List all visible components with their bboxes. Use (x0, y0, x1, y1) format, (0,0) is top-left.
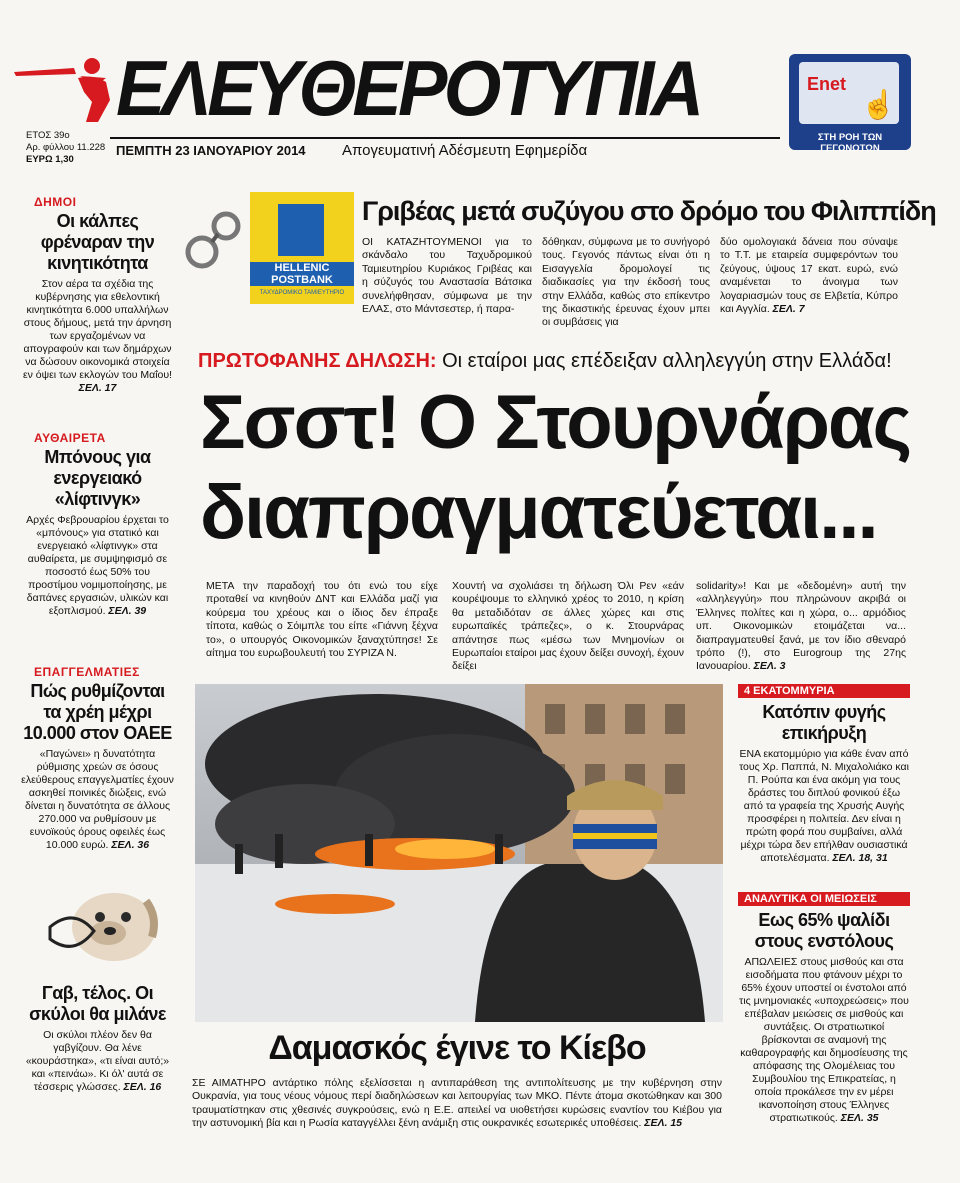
left-story-1[interactable] (20, 195, 175, 395)
story-text (20, 748, 175, 852)
story-text (20, 1029, 175, 1094)
lead-headline-line2: διαπραγματεύεται... (200, 470, 877, 555)
story-text-body: Οι σκύλοι πλέον δεν θα γαβγίζουν. Θα λένε «κουράστηκα», «τι είναι αυτό;» και «πεινάω». Κι όλ' αυτά σε τέσσερις γλώσσες. (25, 1029, 170, 1093)
lead-col3-text: solidarity»! Και με «δεδομένη» αυτή την «αλληλεγγύη» που πληρώνουν ακριβά οι Έλληνες πολίτες και η χώρα, ο... αρμόδιος υπ. Οικονομικών ετοιμάζεται να... διαπραγματευθεί ξανά, με τον ίδιο σθεναρό τρόπο (!), στο Eurogroup της 27ης Ιανουαρίου. (696, 580, 906, 673)
story-ref: ΣΕΛ. 36 (111, 839, 150, 851)
photo-story-text (192, 1077, 722, 1131)
story-ref: ΣΕΛ. 18, 31 (832, 852, 888, 864)
story-label: 4 ΕΚΑΤΟΜΜΥΡΙΑ (738, 684, 910, 698)
postbank-t-mark (278, 204, 324, 256)
masthead-sheet: Αρ. φύλλου 11.228 (26, 142, 106, 153)
dog-photo (34, 887, 164, 967)
story-text (738, 956, 910, 1125)
lead-kicker (198, 350, 892, 373)
story-text (20, 278, 175, 395)
masthead (0, 0, 960, 190)
enet-promo[interactable] (789, 54, 911, 154)
story-headline: Κατόπιν φυγής επικήρυξη (762, 702, 886, 743)
story-label: ΑΝΑΛΥΤΙΚΑ ΟΙ ΜΕΙΩΣΕΙΣ (738, 892, 910, 906)
story-kicker: ΕΠΑΓΓΕΛΜΑΤΙΕΣ (34, 665, 140, 679)
right-story-2[interactable] (738, 892, 910, 1125)
kiev-photo-illustration (195, 684, 723, 1022)
left-column (20, 195, 175, 1135)
story-kicker: ΑΥΘΑΙΡΕΤΑ (34, 431, 106, 445)
story-headline: Εως 65% ψαλίδι στους ενστόλους (754, 910, 894, 951)
lead-kicker-red: ΠΡΩΤΟΦΑΝΗΣ ΔΗΛΩΣΗ: (198, 350, 437, 372)
lead-ref: ΣΕΛ. 3 (753, 660, 786, 673)
story-kicker: ΔΗΜΟΙ (34, 195, 77, 209)
lead-headline-line1: Σσστ! Ο Στουρνάρας (200, 380, 911, 465)
masthead-title: ΕΛΕΥΘΕΡΟΤΥΠΙΑ (116, 44, 701, 132)
story-headline: Οι κάλπες φρέναραν την κινητικότητα (40, 211, 155, 273)
lead-kicker-rest: Οι εταίροι μας επέδειξαν αλληλεγγύη στην Ελλάδα! (442, 350, 892, 372)
masthead-year: ΕΤΟΣ 39ο (26, 130, 70, 141)
photo-story-text-body: ΣΕ ΑΙΜΑΤΗΡΟ αντάρτικο πόλης εξελίσσεται η αντιπαράθεση της αντιπολίτευσης με την κυβέρνηση στην Ουκρανία, για τους νέους νόμους περί διαδηλώσεων και λειτουργίας των ΜΚΟ. Πέντε άτομα σκοτώθηκαν και 300 τραυματίστηκαν στις χθεσινές συγκρούσεις, ενώ η Ε.Ε. απειλεί να υιοθετήσει κυρώσεις εναντίον του Κιέβου για την αστυνομική βία και η Ρωσία καταγγέλλει ξένη ανάμιξη στις ουκρανικές εσωτερικές υποθέσεις. (192, 1077, 722, 1130)
story-text (738, 748, 910, 865)
cursor-hand-icon: ☝ (861, 89, 896, 120)
lead-col2: Χουντή να σχολιάσει τη δήλωση Όλι Ρεν «εάν κουρέψουμε το ελληνικό χρέος το 2010, η κρίση θα μεταδιδόταν σε άλλες χώρες και στις ευρωπαϊκές τράπεζες», ο κ. Στουρνάρας απάντησε πως «μέσω των Μνημονίων οι Ευρωπαίοι εταίροι μας έχουν δείξει συνοχή, έχουν δείξει (452, 580, 684, 673)
masthead-date: ΠΕΜΠΤΗ 23 ΙΑΝΟΥΑΡΙΟΥ 2014 (116, 143, 306, 158)
left-story-2[interactable] (20, 431, 175, 618)
top-story-col3 (720, 236, 898, 316)
left-story-3[interactable] (20, 665, 175, 852)
dog-illustration (34, 887, 164, 967)
masthead-tagline: Απογευματινή Αδέσμευτη Εφημερίδα (342, 142, 588, 159)
right-column (738, 684, 910, 1134)
top-story-col2: δόθηκαν, σύμφωνα με το συνήγορό τους. Γεγονός πάντως είναι ότι η Εισαγγελία δρομολογεί τις διαδικασίες για την έκδοσή τους στην Ελλάδα, καθώς στο επίκεντρο της δικαστικής έρευνας έχουν μπει οι συμβάσεις για (542, 236, 710, 329)
story-text (20, 514, 175, 618)
postbank-logo (250, 192, 354, 304)
story-ref: ΣΕΛ. 39 (108, 605, 147, 617)
story-headline: Πώς ρυθμίζονται τα χρέη μέχρι 10.000 στον ΟΑΕΕ (23, 681, 172, 743)
lead-story[interactable] (190, 350, 911, 673)
masthead-price: ΕΥΡΩ 1,30 (26, 154, 74, 165)
story-text-body: ΑΠΩΛΕΙΕΣ στους μισθούς και στα εισοδήματα που φτάνουν μέχρι το 65% έχουν υποστεί οι ένστολοι από τις μνημονιακές «υποχρεώσεις» που επέβαλαν μειώσεις σε μισθούς και συντάξεις. Οι στρατιωτικοί βρίσκονται σε αναμονή της καθαρογραφής και δημοσίευσης της απόφασης της Ολομέλειας του Συμβουλίου της Επικρατείας, η οποία προκάλεσε την εν μέρει ικανοποίηση στους Έλληνες στρατιωτικούς. (739, 956, 909, 1124)
story-text-body: Στον αέρα τα σχέδια της κυβέρνησης για εθελοντική κινητικότητα 6.000 υπαλλήλων στους δήμους, μετά την άρνηση των εργαζομένων να απογραφούν και των δημάρχων να δώσουν οικονομικά στοιχεία εν όψει των εκλογών του Μαΐου! (22, 278, 173, 381)
photo-story-headline: Δαμασκός έγινε το Κίεβο (268, 1029, 646, 1067)
story-ref: ΣΕΛ. 16 (123, 1081, 162, 1093)
kiev-photo (195, 684, 723, 1022)
story-text-body: ΕΝΑ εκατομμύριο για κάθε έναν από τους Χρ. Παππά, Ν. Μιχαλολιάκο και Π. Ρούπα και ένα ακόμη για τους δράστες του διπλού φονικού έξω από τα γραφεία της Χρυσής Αυγής προσφέρει η πολιτεία. Δεν είναι η πρώτη φορά που συμβαίνει, αλλά μέχρι τώρα δεν επήλθαν ουσιαστικά αποτελέσματα. (739, 748, 909, 864)
story-ref: ΣΕΛ. 35 (840, 1112, 879, 1124)
right-story-1[interactable] (738, 684, 910, 865)
top-story-ref: ΣΕΛ. 7 (772, 303, 805, 316)
story-headline: Γαβ, τέλος. Οι σκύλοι θα μιλάνε (29, 983, 166, 1024)
masthead-rule (110, 137, 780, 139)
enet-logo: Enet (807, 74, 847, 94)
handcuffs-icon (184, 204, 246, 274)
story-ref: ΣΕΛ. 17 (78, 382, 117, 394)
story-text-body: «Παγώνει» η δυνατότητα ρύθμισης χρεών σε όσους ελεύθερους επαγγελματίες έχουν ασκηθεί ποινικές διώξεις, ενώ δίνεται η δυνατότητα σε άλλους 270.000 να ρυθμίσουν με ευνοϊκούς όρους οφειλές έως 10.000 ευρώ. (21, 748, 174, 851)
story-text-body: Αρχές Φεβρουαρίου έρχεται το «μπόνους» για στατικό και ενεργειακό «λίφτινγκ» στα αυθαίρετα, με συμψηφισμό σε ποσοστό έως 50% του προστίμου νομιμοποίησης, με δαπάνες εργασιών, υλικών και εξοπλισμού. (26, 514, 169, 617)
enet-caption: ΣΤΗ ΡΟΗ ΤΩΝ ΓΕΓΟΝΟΤΩΝ (817, 132, 883, 154)
top-story-headline: Γριβέας μετά συζύγου στο δρόμο του Φιλιππίδη (362, 196, 936, 226)
lead-col1: ΜΕΤΑ την παραδοχή του ότι ενώ του είχε προταθεί να κινηθούν ΔΝΤ και Ελλάδα μαζί για κούρεμα του χρέους και ο ίδιος δεν έπραξε τίποτα, καθώς ο Σόιμπλε του είπε «Γιάννη ξέχνα το», ο υπουργός Οικονομικών ξαναχτύπησε! Σε αίτημα του ευρωβουλευτή του ΣΥΡΙΖΑ Ν. (206, 580, 438, 660)
postbank-sub: ΤΑΧΥΔΡΟΜΙΚΟ ΤΑΜΙΕΥΤΗΡΙΟ (259, 290, 345, 296)
lead-col3 (696, 580, 906, 674)
story-headline: Μπόνους για ενεργειακό «λίφτινγκ» (44, 447, 151, 509)
left-story-4[interactable] (20, 983, 175, 1094)
masthead-figure-logo (14, 52, 116, 124)
top-story-col3-text: δύο ομολογιακά δάνεια που σύναψε το Τ.Τ. με εταιρεία συμφερόντων του ζεύγους, ύψους 17 εκατ. ευρώ, ενώ αναμένεται το άνοιγμα των λογαριασμών τους σε Ελβετία, Κύπρο και Αγγλία. (720, 236, 898, 316)
top-story-col1: ΟΙ ΚΑΤΑΖΗΤΟΥΜΕΝΟΙ για το σκάνδαλο του Ταχυδρομικού Ταμιευτηρίου Κυριάκος Γριβέας και η σύζυγός του Αναστασία Βάτσικα συνελήφθησαν, σύμφωνα με την ΕΛΑΣ, στο Μάντσεστερ, ή παρα- (362, 236, 532, 316)
photo-story-ref: ΣΕΛ. 15 (644, 1117, 683, 1130)
top-story[interactable] (184, 192, 936, 329)
postbank-text: HELLENIC POSTBANK (250, 262, 354, 286)
photo-story[interactable] (190, 1025, 724, 1135)
